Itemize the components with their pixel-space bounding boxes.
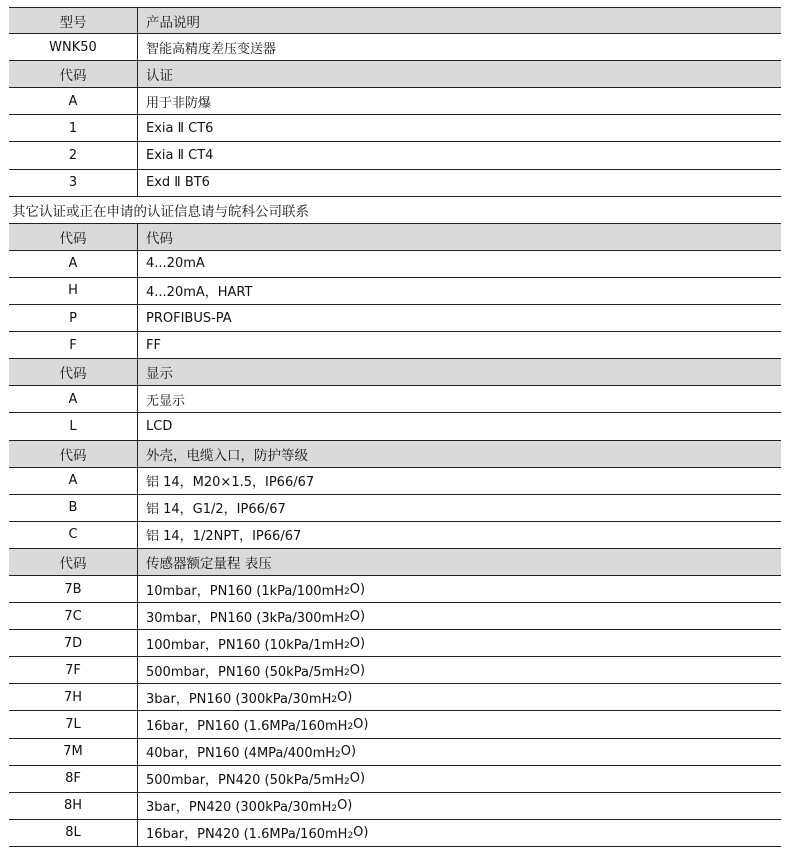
- option-desc-text: 30mbar，PN160 (3kPa/300mH: [146, 610, 345, 626]
- header-desc-cell: 产品说明: [146, 14, 200, 31]
- table-row: [9, 251, 781, 278]
- option-desc-cell: [138, 278, 781, 304]
- option-code-cell: 8L: [9, 820, 138, 846]
- table-row: [9, 820, 781, 847]
- subscript-text: 2: [344, 641, 350, 652]
- option-desc-text: 用于非防爆: [146, 95, 212, 111]
- option-code-cell: A: [9, 386, 138, 412]
- table-row: [9, 305, 781, 332]
- section-header-row: [9, 7, 781, 34]
- option-desc-text: PROFIBUS-PA: [146, 310, 232, 326]
- subscript-text: 2: [347, 830, 354, 841]
- option-desc-cell: [138, 766, 781, 792]
- option-desc-text: 500mbar，PN160 (50kPa/5mH: [146, 664, 345, 680]
- section-header-row: [9, 61, 781, 88]
- option-desc-cell: [138, 820, 781, 846]
- header-code-cell: 型号: [9, 8, 138, 33]
- option-desc-cell: [138, 170, 781, 196]
- option-code-cell: A: [9, 468, 138, 494]
- option-desc-text: 3bar，PN160 (300kPa/30mH: [146, 691, 332, 707]
- option-code-cell: F: [9, 332, 138, 358]
- option-desc-text: 40bar，PN160 (4MPa/400mH: [146, 746, 336, 762]
- table-row: [9, 576, 781, 603]
- table-row: [9, 711, 781, 738]
- option-desc-cell: [138, 115, 781, 141]
- option-desc-text: 铝 14，G1/2，IP66/67: [146, 502, 286, 518]
- header-code-cell: 代码: [9, 441, 138, 467]
- option-desc-tail: O): [349, 608, 366, 624]
- option-desc-tail: O): [337, 689, 353, 705]
- subscript-text: 2: [344, 587, 350, 598]
- subscript-text: 2: [347, 722, 354, 733]
- option-desc-text: 4...20mA: [146, 256, 205, 272]
- option-desc-text: 铝 14，M20×1.5，IP66/67: [146, 475, 315, 491]
- option-code-cell: 7H: [9, 684, 138, 710]
- note-text: 其它认证或正在申请的认证信息请与皖科公司联系: [12, 203, 309, 220]
- option-desc-cell: [138, 522, 781, 548]
- option-code-cell: B: [9, 495, 138, 521]
- option-desc-cell: [138, 739, 781, 765]
- option-code-cell: A: [9, 88, 138, 114]
- table-row: [9, 413, 781, 440]
- option-desc-text: 500mbar，PN420 (50kPa/5mH: [146, 773, 345, 789]
- option-desc-cell: [138, 142, 781, 168]
- table-row: [9, 766, 781, 793]
- option-desc-text: 100mbar，PN160 (10kPa/1mH: [146, 637, 345, 653]
- option-code-cell: A: [9, 251, 138, 277]
- table-row: [9, 793, 781, 820]
- option-desc-cell: [138, 630, 781, 656]
- table-row: [9, 603, 781, 630]
- header-code-cell: 代码: [9, 61, 138, 87]
- table-row: [9, 739, 781, 766]
- header-code-cell: 代码: [9, 224, 138, 250]
- section-header-row: [9, 359, 781, 386]
- option-code-cell: 7B: [9, 576, 138, 602]
- option-desc-text: 16bar，PN420 (1.6MPa/160mH: [146, 827, 348, 843]
- option-desc-cell: [138, 251, 781, 277]
- option-code-cell: L: [9, 413, 138, 439]
- option-desc-tail: O): [349, 581, 366, 597]
- option-desc-text: 16bar，PN160 (1.6MPa/160mH: [146, 718, 348, 734]
- option-code-cell: 3: [9, 170, 138, 196]
- option-desc-cell: [138, 332, 781, 358]
- table-row: [9, 684, 781, 711]
- option-desc-cell: [138, 711, 781, 737]
- option-desc-text: 无显示: [146, 393, 186, 409]
- header-code-cell: 代码: [9, 549, 138, 575]
- option-desc-tail: O): [349, 771, 366, 787]
- option-desc-cell: [138, 495, 781, 521]
- table-row: [9, 386, 781, 413]
- table-row: [9, 278, 781, 305]
- option-desc-text: Exd Ⅱ BT6: [146, 175, 210, 191]
- subscript-text: 2: [344, 614, 350, 625]
- header-code-cell: 代码: [9, 359, 138, 385]
- option-code-cell: 8H: [9, 793, 138, 819]
- table-row: [9, 115, 781, 142]
- table-row: [9, 170, 781, 197]
- option-code-cell: 1: [9, 115, 138, 141]
- option-desc-tail: O): [353, 825, 369, 841]
- option-desc-tail: O): [337, 798, 353, 814]
- option-desc-tail: O): [353, 716, 369, 732]
- table-row: [9, 522, 781, 549]
- table-row: [9, 88, 781, 115]
- option-code-cell: 7C: [9, 603, 138, 629]
- product-spec-table: [9, 7, 781, 847]
- option-desc-text: 铝 14，1/2NPT，IP66/67: [146, 529, 302, 545]
- option-desc-text: Exia Ⅱ CT4: [146, 148, 214, 164]
- option-code-cell: H: [9, 278, 138, 304]
- table-row: [9, 332, 781, 359]
- subscript-text: 2: [335, 749, 341, 760]
- section-header-row: [9, 441, 781, 468]
- option-desc-tail: O): [349, 635, 366, 651]
- option-desc-cell: [138, 657, 781, 683]
- subscript-text: 2: [331, 803, 338, 814]
- option-desc-cell: [138, 793, 781, 819]
- option-desc-cell: [138, 684, 781, 710]
- option-desc-tail: O): [349, 662, 366, 678]
- subscript-text: 2: [344, 668, 350, 679]
- option-desc-cell: [138, 603, 781, 629]
- section-header-row: [9, 549, 781, 576]
- header-desc-cell: 代码: [146, 230, 173, 247]
- option-desc-cell: [138, 468, 781, 494]
- table-row: [9, 468, 781, 495]
- note-row: [9, 197, 781, 224]
- option-desc-tail: O): [340, 744, 357, 760]
- option-code-cell: P: [9, 305, 138, 331]
- option-desc-text: 智能高精度差压变送器: [146, 41, 277, 57]
- option-code-cell: C: [9, 522, 138, 548]
- header-desc-cell: 显示: [146, 366, 173, 383]
- subscript-text: 2: [344, 776, 350, 787]
- header-desc-cell: 外壳，电缆入口，防护等级: [146, 447, 308, 464]
- option-code-cell: 7D: [9, 630, 138, 656]
- option-code-cell: 2: [9, 142, 138, 168]
- option-desc-text: 4...20mA，HART: [146, 285, 253, 301]
- section-header-row: [9, 224, 781, 251]
- option-code-cell: 8F: [9, 766, 138, 792]
- option-desc-cell: [138, 88, 781, 114]
- table-row: [9, 34, 781, 61]
- option-desc-text: LCD: [146, 418, 173, 434]
- option-desc-cell: [138, 305, 781, 331]
- subscript-text: 2: [331, 695, 338, 706]
- option-desc-cell: [138, 413, 781, 439]
- table-row: [9, 495, 781, 522]
- option-desc-text: 3bar，PN420 (300kPa/30mH: [146, 800, 332, 816]
- table-row: [9, 630, 781, 657]
- table-row: [9, 657, 781, 684]
- option-code-cell: 7F: [9, 657, 138, 683]
- header-desc-cell: 传感器额定量程 表压: [146, 555, 272, 572]
- option-desc-cell: [138, 576, 781, 602]
- option-desc-cell: [138, 34, 781, 60]
- header-desc-cell: 认证: [146, 68, 173, 85]
- option-desc-text: Exia Ⅱ CT6: [146, 120, 214, 136]
- table-row: [9, 142, 781, 169]
- option-code-cell: WNK50: [9, 34, 138, 60]
- option-desc-text: 10mbar，PN160 (1kPa/100mH: [146, 583, 345, 599]
- option-code-cell: 7M: [9, 739, 138, 765]
- option-desc-text: FF: [146, 337, 161, 353]
- option-desc-cell: [138, 386, 781, 412]
- option-code-cell: 7L: [9, 711, 138, 737]
